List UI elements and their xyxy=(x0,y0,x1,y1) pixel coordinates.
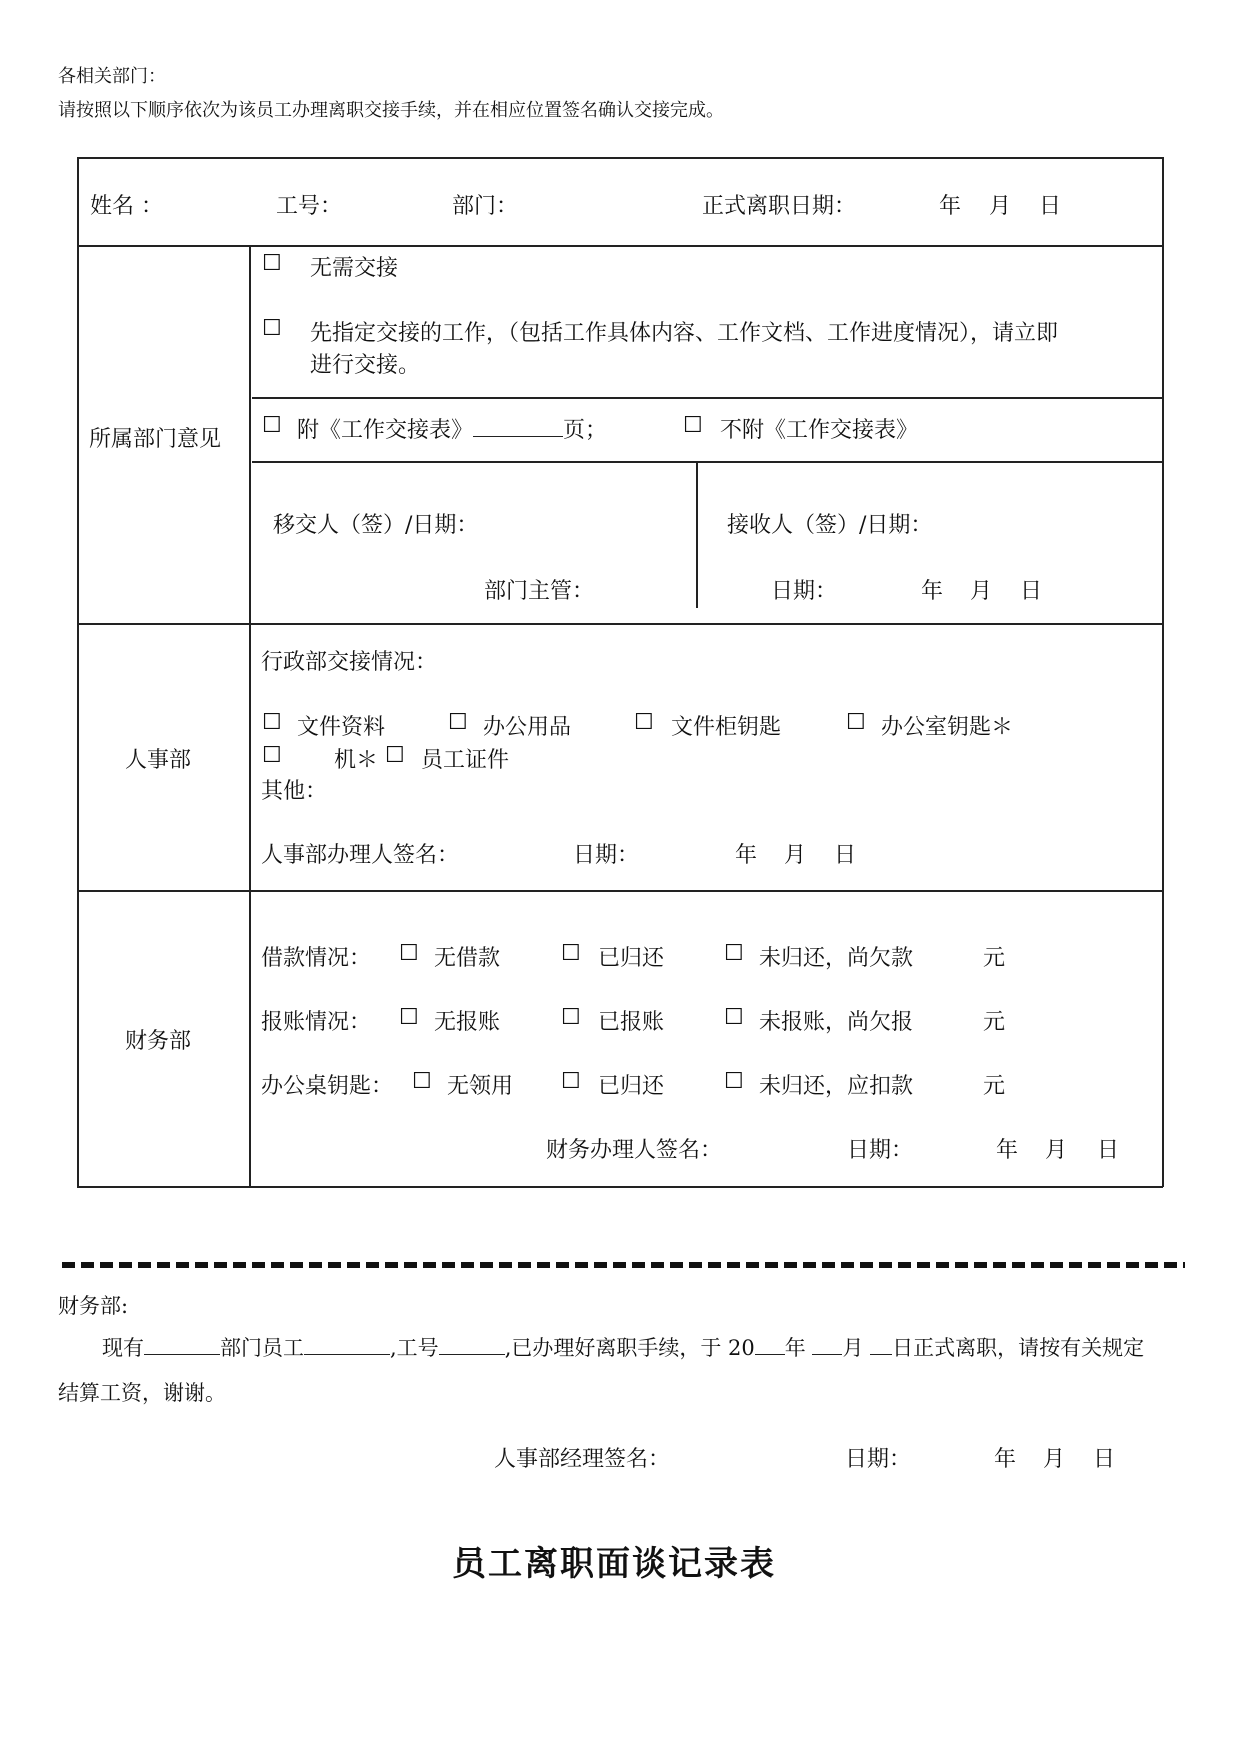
month-label: 月 xyxy=(989,194,1012,219)
not-attach-text: 不附《工作交接表》 xyxy=(720,418,919,443)
reimb-opt-none: 无报账 xyxy=(434,1010,501,1035)
notice-year-label: 年 xyxy=(994,1447,1017,1472)
no-handover-text: 无需交接 xyxy=(310,256,399,281)
notice-employee-blank[interactable] xyxy=(304,1336,390,1355)
checkbox-documents[interactable]: ☐ xyxy=(262,710,282,735)
reimb-opt-done: 已报账 xyxy=(598,1010,665,1035)
item-machine: 机＊ xyxy=(334,748,379,773)
leave-date-label: 正式离职日期： xyxy=(702,194,857,219)
name-label: 姓名 ： xyxy=(90,194,163,219)
notice-day-label: 日 xyxy=(1093,1447,1116,1472)
transferor-sign-label: 移交人（签）/日期： xyxy=(273,513,479,538)
finance-day-label: 日 xyxy=(1097,1138,1120,1163)
checkbox-office-supplies[interactable]: ☐ xyxy=(448,710,468,735)
checkbox-no-loan[interactable]: ☐ xyxy=(399,941,419,966)
hr-date-label: 日期： xyxy=(573,843,640,868)
dept-opinion-label: 所属部门意见 xyxy=(89,427,222,452)
item-cabinet-key: 文件柜钥匙 xyxy=(671,715,782,740)
checkbox-reimb-owed[interactable]: ☐ xyxy=(724,1005,744,1030)
hr-year-label: 年 xyxy=(735,843,758,868)
attach-text: 附《工作交接表》 页； xyxy=(297,418,608,443)
key-opt-none: 无领用 xyxy=(447,1074,514,1099)
finance-month-label: 月 xyxy=(1045,1138,1068,1163)
finance-label: 财务部 xyxy=(125,1029,192,1054)
item-documents: 文件资料 xyxy=(297,715,386,740)
checkbox-loan-returned[interactable]: ☐ xyxy=(561,941,581,966)
checkbox-employee-id[interactable]: ☐ xyxy=(385,743,405,768)
notice-line2: 结算工资，谢谢。 xyxy=(58,1381,226,1405)
key-yuan: 元 xyxy=(983,1074,1006,1099)
checkbox-attach[interactable]: ☐ xyxy=(262,413,282,438)
checkbox-handover[interactable]: ☐ xyxy=(262,316,282,341)
reimb-yuan: 元 xyxy=(983,1010,1006,1035)
hr-label: 人事部 xyxy=(125,748,192,773)
year-label: 年 xyxy=(939,194,962,219)
dept-day-label: 日 xyxy=(1020,579,1043,604)
admin-handover-title: 行政部交接情况： xyxy=(261,650,438,675)
hr-signer-label: 人事部办理人签名： xyxy=(261,843,460,868)
item-office-supplies: 办公用品 xyxy=(483,715,572,740)
cut-line-divider xyxy=(62,1262,1185,1268)
loan-opt-none: 无借款 xyxy=(434,946,501,971)
checkbox-key-returned[interactable]: ☐ xyxy=(561,1069,581,1094)
supervisor-label: 部门主管： xyxy=(484,579,595,604)
dept-month-label: 月 xyxy=(970,579,993,604)
employee-id-label: 工号： xyxy=(276,194,343,219)
loan-yuan: 元 xyxy=(983,946,1006,971)
finance-date-label: 日期： xyxy=(847,1138,914,1163)
checkbox-key-deduct[interactable]: ☐ xyxy=(724,1069,744,1094)
checkbox-cabinet-key[interactable]: ☐ xyxy=(634,710,654,735)
checkbox-key-none[interactable]: ☐ xyxy=(412,1069,432,1094)
finance-year-label: 年 xyxy=(996,1138,1019,1163)
dept-date-label: 日期： xyxy=(771,579,838,604)
department-label: 部门： xyxy=(452,194,519,219)
notice-year-blank[interactable] xyxy=(755,1336,785,1355)
handover-text-line2: 进行交接。 xyxy=(310,353,421,378)
checkbox-no-handover[interactable]: ☐ xyxy=(262,251,282,276)
checkbox-reimb-done[interactable]: ☐ xyxy=(561,1005,581,1030)
key-opt-returned: 已归还 xyxy=(598,1074,665,1099)
day-label: 日 xyxy=(1039,194,1062,219)
checkbox-no-reimb[interactable]: ☐ xyxy=(399,1005,419,1030)
notice-addressee: 财务部: xyxy=(58,1294,129,1318)
receiver-sign-label: 接收人（签）/日期： xyxy=(727,513,933,538)
instruction-text: 请按照以下顺序依次为该员工办理离职交接手续，并在相应位置签名确认交接完成。 xyxy=(58,100,724,121)
addressee: 各相关部门： xyxy=(58,66,166,87)
key-opt-deduct: 未归还，应扣款 xyxy=(759,1074,914,1099)
checkbox-loan-owed[interactable]: ☐ xyxy=(724,941,744,966)
notice-id-blank[interactable] xyxy=(439,1336,505,1355)
notice-line1: 现有 部门员工 ,工号 ,已办理好离职手续，于 20 年 月 日正式离职，请按有关规定 xyxy=(102,1336,1145,1360)
finance-signer-label: 财务办理人签名： xyxy=(546,1138,723,1163)
notice-day-blank[interactable] xyxy=(870,1336,892,1355)
notice-month-label: 月 xyxy=(1043,1447,1066,1472)
item-office-key: 办公室钥匙＊ xyxy=(881,715,1014,740)
notice-dept-blank[interactable] xyxy=(144,1336,220,1355)
loan-opt-owed: 未归还，尚欠款 xyxy=(759,946,914,971)
dept-year-label: 年 xyxy=(921,579,944,604)
reimb-opt-owed: 未报账，尚欠报 xyxy=(759,1010,914,1035)
checkbox-office-key[interactable]: ☐ xyxy=(846,710,866,735)
notice-date-label: 日期： xyxy=(845,1447,912,1472)
handover-text-line1: 先指定交接的工作，（包括工作具体内容、工作文档、工作进度情况），请立即 xyxy=(310,321,1059,346)
reimb-label: 报账情况： xyxy=(261,1010,372,1035)
desk-key-label: 办公桌钥匙： xyxy=(261,1074,394,1099)
attach-pages-blank[interactable] xyxy=(473,418,563,437)
hr-manager-signer-label: 人事部经理签名： xyxy=(494,1447,671,1472)
hr-month-label: 月 xyxy=(784,843,807,868)
item-employee-id: 员工证件 xyxy=(421,748,510,773)
loan-label: 借款情况： xyxy=(261,946,372,971)
hr-day-label: 日 xyxy=(834,843,857,868)
loan-opt-returned: 已归还 xyxy=(598,946,665,971)
notice-month-blank[interactable] xyxy=(812,1336,842,1355)
checkbox-not-attach[interactable]: ☐ xyxy=(683,413,703,438)
other-label: 其他： xyxy=(261,779,328,804)
checkbox-machine[interactable]: ☐ xyxy=(262,743,282,768)
interview-record-title: 员工离职面谈记录表 xyxy=(452,1544,776,1584)
